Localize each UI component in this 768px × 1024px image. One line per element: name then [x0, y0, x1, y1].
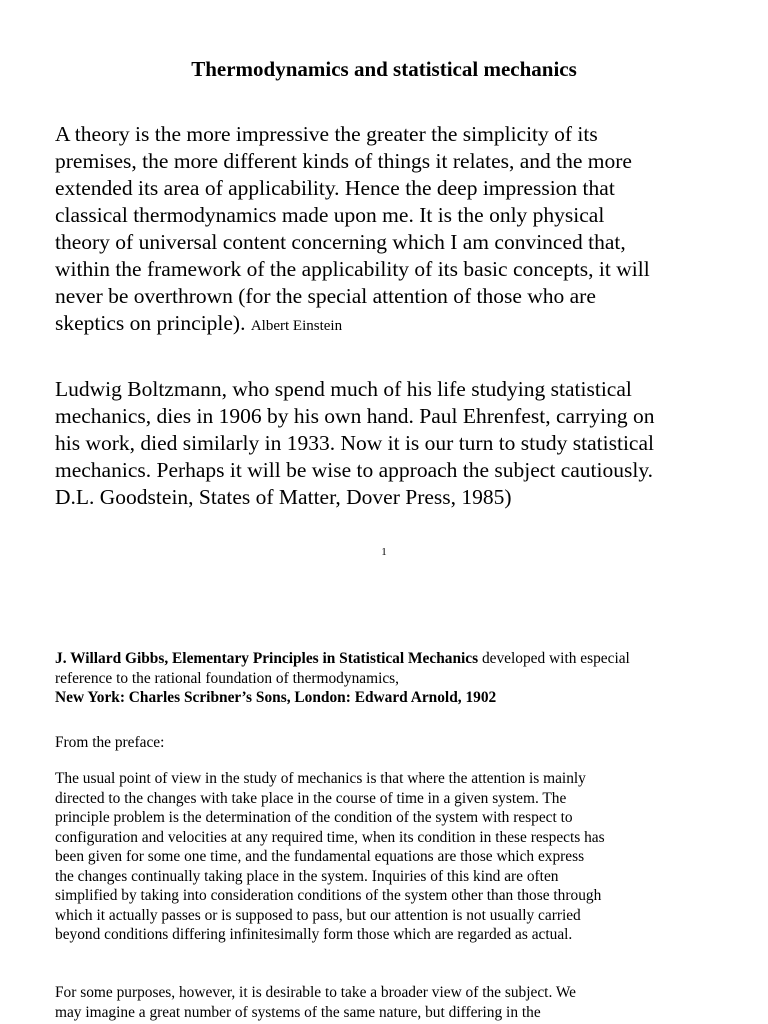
quote-line: premises, the more different kinds of things it relates, and the more	[55, 149, 632, 173]
paragraph-line: the changes continually taking place in the system. Inquiries of this kind are often	[55, 867, 559, 885]
citation-publisher: New York: Charles Scribner’s Sons, London: Edward Arnold, 1902	[55, 689, 497, 706]
paragraph-line: may imagine a great number of systems of the same nature, but differing in the	[55, 1003, 541, 1021]
quote-line: his work, died similarly in 1933. Now it is our turn to study statistical	[55, 431, 654, 455]
preface-paragraph	[55, 769, 720, 945]
quote-line: never be overthrown (for the special attention of those who are	[55, 284, 596, 308]
paragraph-line: directed to the changes with take place in the course of time in a given system. The	[55, 789, 567, 807]
paragraph-line: configuration and velocities at any required time, when its condition in these respects has	[55, 828, 605, 846]
quote-attribution: Albert Einstein	[250, 318, 343, 334]
quote-line: Ludwig Boltzmann, who spend much of his life studying statistical	[55, 377, 632, 401]
quote-line: theory of universal content concerning which I am convinced that,	[55, 230, 626, 254]
citation-subtitle: developed with especial	[478, 650, 630, 667]
preface-paragraph	[55, 983, 720, 1022]
paragraph-line: simplified by taking into consideration conditions of the system other than those through	[55, 887, 602, 904]
gibbs-citation	[55, 649, 720, 708]
quote-line: mechanics, dies in 1906 by his own hand. Paul Ehrenfest, carrying on	[55, 404, 655, 428]
page-title: Thermodynamics and statistical mechanics	[191, 57, 577, 81]
paragraph-line: beyond conditions differing infinitesimally form those which are regarded as actual.	[55, 926, 573, 943]
einstein-quote	[55, 121, 720, 340]
citation-book-title: J. Willard Gibbs, Elementary Principles in Statistical Mechanics	[55, 650, 479, 667]
paragraph-line: principle problem is the determination of the condition of the system with respect to	[55, 809, 573, 826]
quote-line: A theory is the more impressive the greater the simplicity of its	[55, 122, 598, 146]
citation-line	[55, 649, 720, 669]
quote-line: within the framework of the applicability of its basic concepts, it will	[55, 257, 650, 281]
quote-line-last	[55, 310, 720, 340]
quote-line: mechanics. Perhaps it will be wise to approach the subject cautiously.	[55, 458, 654, 482]
quote-line-text: skeptics on principle).	[55, 311, 246, 335]
quote-line: classical thermodynamics made upon me. It is the only physical	[55, 203, 605, 227]
citation-line: reference to the rational foundation of thermodynamics,	[55, 669, 400, 687]
goodstein-quote	[55, 376, 720, 511]
quote-line: D.L. Goodstein, States of Matter, Dover Press, 1985)	[55, 485, 512, 509]
page-number: 1	[381, 546, 387, 558]
quote-line: extended its area of applicability. Hence the deep impression that	[55, 176, 615, 200]
preface-label: From the preface:	[55, 734, 165, 751]
paragraph-line: been given for some one time, and the fundamental equations are those which express	[55, 848, 585, 865]
paragraph-line: The usual point of view in the study of mechanics is that where the attention is mainly	[55, 770, 586, 787]
paragraph-line: which it actually passes or is supposed to pass, but our attention is not usually carried	[55, 906, 581, 924]
paragraph-line: For some purposes, however, it is desirable to take a broader view of the subject. We	[55, 984, 576, 1001]
